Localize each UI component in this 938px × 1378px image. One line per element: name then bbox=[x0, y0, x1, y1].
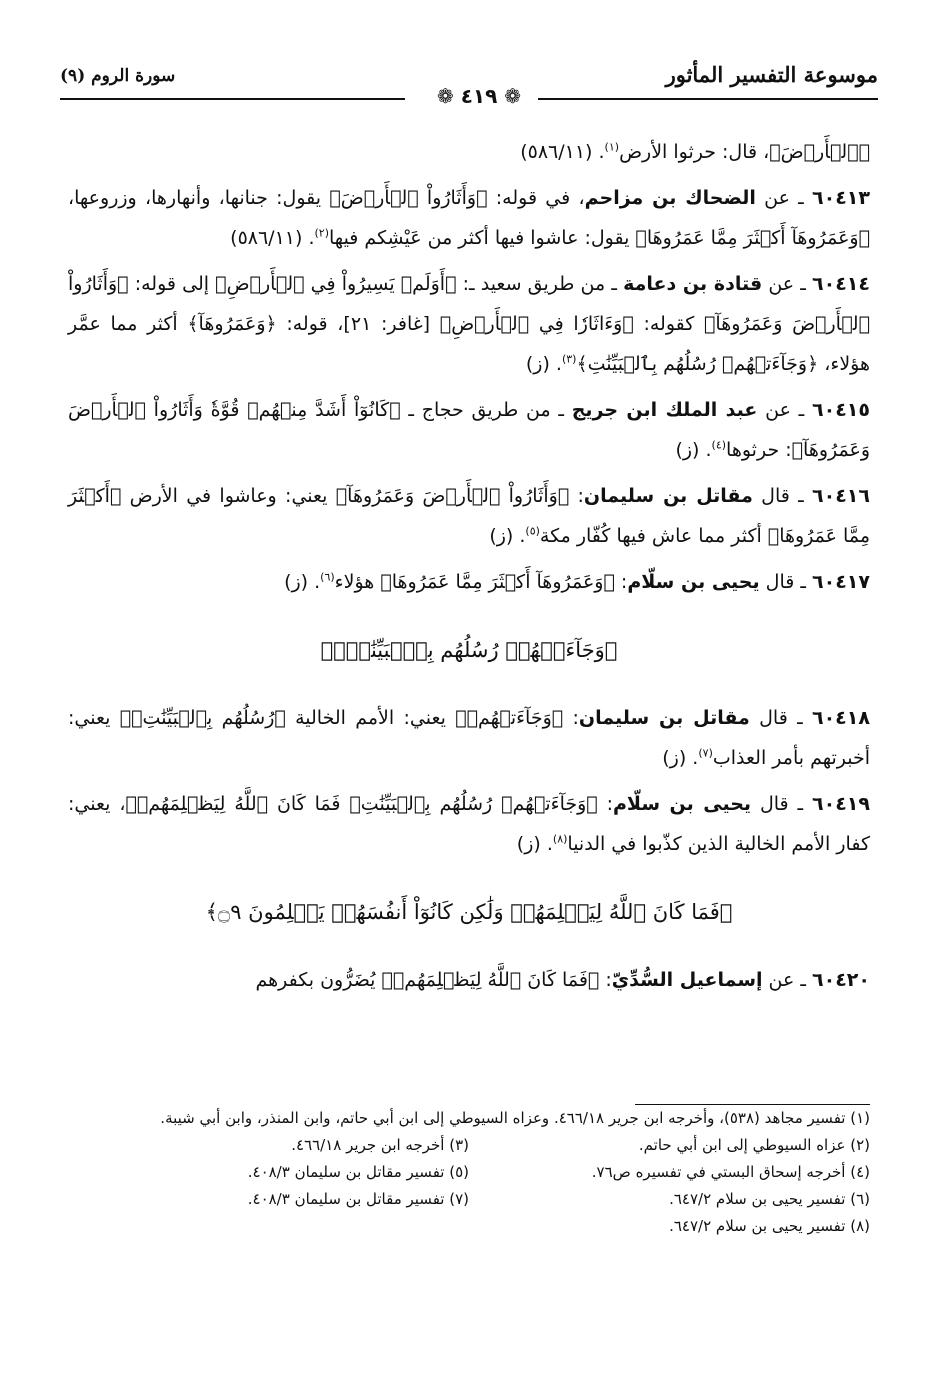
narrator-name: قتادة بن دعامة bbox=[623, 273, 763, 295]
paragraph-group-3 bbox=[68, 960, 870, 1000]
narration-paragraph bbox=[68, 784, 870, 864]
narration-paragraph bbox=[68, 476, 870, 556]
paragraph-group-1 bbox=[68, 132, 870, 602]
narration-text: ﴿ٱلۡأَرۡضَ﴾، قال: حرثوا الأرض bbox=[619, 141, 870, 163]
narration-paragraph bbox=[68, 390, 870, 470]
narration-number: ٦٠٤٢٠ bbox=[812, 969, 870, 991]
footnote: (٤) أخرجه إسحاق البستي في تفسيره ص٧٦. bbox=[591, 1163, 870, 1181]
main-text bbox=[68, 132, 870, 1006]
narration-tail: . (٥٨٦/١١) bbox=[230, 227, 315, 249]
narration-text: ـ من طريق سعيد ـ: ﴿أَوَلَمۡ يَسِيرُواْ فِي ٱلۡأَرۡضِ﴾ إلى قوله: ﴿وَأَثَارُواْ ٱلۡأَرۡضَ وَعَمَرُوهَآ﴾ كقوله: ﴿وَءَاثَارٗا فِي ٱلۡأَرۡضِ﴾ [غافر: ٢١]، قوله: ﴿وَعَمَرُوهَآ﴾ أكثر مما عمَّر هؤلاء، ﴿وَجَآءَتۡهُمۡ رُسُلُهُم بِٱلۡبَيِّنَٰتِ﴾ bbox=[68, 273, 871, 375]
footnotes bbox=[68, 1105, 870, 1240]
footnote-ref: (٤) bbox=[711, 438, 727, 452]
narration-tail: . (ز) bbox=[525, 353, 562, 375]
header-rule-right bbox=[538, 98, 878, 100]
verse-heading: ﴿وَجَآءَتۡهُمۡ رُسُلُهُم بِٱلۡبَيِّنَٰتِۖ﴾ bbox=[320, 638, 618, 662]
narration-connector: ـ عن bbox=[762, 969, 813, 991]
narration-paragraph bbox=[68, 562, 870, 602]
narration-paragraph bbox=[68, 264, 870, 384]
narration-text: : ﴿فَمَا كَانَ ٱللَّهُ لِيَظۡلِمَهُمۡ﴾ يُضَرُّون بكفرهم bbox=[255, 969, 612, 991]
narration-paragraph bbox=[68, 698, 870, 778]
narration-tail: . (ز) bbox=[675, 439, 712, 461]
narration-text: : ﴿وَجَآءَتۡهُمۡ﴾ يعني: الأمم الخالية ﴿رُسُلُهُم بِٱلۡبَيِّنَٰتِۖ﴾ يعني: أخبرتهم بأمر العذاب bbox=[68, 707, 870, 769]
footnote-ref: (٥) bbox=[525, 524, 540, 538]
surah-title: سورة الروم (٩) bbox=[60, 66, 176, 86]
footnote: (٢) عزاه السيوطي إلى ابن أبي حاتم. bbox=[638, 1136, 870, 1154]
narration-connector: ـ قال bbox=[749, 707, 812, 729]
narration-number: ٦٠٤١٦ bbox=[812, 485, 870, 507]
narration-text: ـ من طريق حجاج ـ ﴿كَانُوٓاْ أَشَدَّ مِنۡهُمۡ قُوَّةٗ وَأَثَارُواْ ٱلۡأَرۡضَ وَعَمَرُوهَآ﴾: حرثوها bbox=[68, 399, 870, 461]
narration-connector: ـ قال bbox=[751, 793, 813, 815]
narration-tail: . (ز) bbox=[662, 747, 699, 769]
narration-text: ، في قوله: ﴿وَأَثَارُواْ ٱلۡأَرۡضَ﴾ يقول: جنانها، وأنهارها، وزروعها، ﴿وَعَمَرُوهَآ أَكۡثَرَ مِمَّا عَمَرُوهَا﴾ يقول: عاشوا فيها أكثر من عَيْشِكم فيها bbox=[68, 187, 870, 249]
narrator-name: الضحاك بن مزاحم bbox=[584, 187, 756, 209]
narration-connector: ـ قال bbox=[759, 571, 813, 593]
page-header bbox=[60, 52, 878, 108]
page-number: ❁ ٤١٩ ❁ bbox=[420, 84, 538, 108]
footnote: (٥) تفسير مقاتل بن سليمان ٤٠٨/٣. bbox=[247, 1163, 469, 1181]
narration-paragraph bbox=[68, 132, 870, 172]
narration-paragraph bbox=[68, 178, 870, 258]
footnote: (٣) أخرجه ابن جرير ٤٦٦/١٨. bbox=[291, 1136, 469, 1154]
footnote-ref: (٨) bbox=[552, 832, 568, 846]
footnote: (١) تفسير مجاهد (٥٣٨)، وأخرجه ابن جرير ٤٦٦/١٨. وعزاه السيوطي إلى ابن أبي حاتم، وابن المنذر، وابن أبي شيبة. bbox=[160, 1109, 870, 1127]
narrator-name: مقاتل بن سليمان bbox=[583, 485, 753, 507]
narration-number: ٦٠٤١٨ bbox=[811, 707, 870, 729]
narration-number: ٦٠٤١٧ bbox=[812, 571, 870, 593]
narration-tail: . (ز) bbox=[516, 833, 553, 855]
narration-connector: ـ عن bbox=[755, 187, 813, 209]
narration-text: : ﴿وَأَثَارُواْ ٱلۡأَرۡضَ وَعَمَرُوهَآ﴾ يعني: وعاشوا في الأرض ﴿أَكۡثَرَ مِمَّا عَمَرُوهَا﴾ أكثر مما عاش فيها كُفّار مكة bbox=[68, 485, 870, 547]
narrator-name: مقاتل بن سليمان bbox=[578, 707, 750, 729]
narration-paragraph bbox=[68, 960, 870, 1000]
paragraph-group-2 bbox=[68, 698, 870, 864]
narration-text: : ﴿وَجَآءَتۡهُمۡ رُسُلُهُم بِٱلۡبَيِّنَٰتِۖ فَمَا كَانَ ٱللَّهُ لِيَظۡلِمَهُمۡ﴾، يعني: كفار الأمم الخالية الذين كذّبوا في الدنيا bbox=[68, 793, 870, 855]
verse-heading: ﴿فَمَا كَانَ ٱللَّهُ لِيَظۡلِمَهُمۡ وَلَٰكِن كَانُوٓاْ أَنفُسَهُمۡ يَظۡلِمُونَ ۝٩﴾ bbox=[205, 900, 733, 924]
narrator-name: يحيى بن سلّام bbox=[613, 793, 752, 815]
narrator-name: إسماعيل السُّدِّيّ bbox=[611, 969, 763, 991]
narrator-name: عبد الملك ابن جريج bbox=[571, 399, 758, 421]
footnote-ref: (٢) bbox=[314, 226, 330, 240]
book-title: موسوعة التفسير المأثور bbox=[665, 62, 878, 87]
header-rule-left bbox=[60, 98, 405, 100]
narration-number: ٦٠٤١٤ bbox=[812, 273, 870, 295]
footnote-ref: (٣) bbox=[561, 352, 577, 366]
narration-number: ٦٠٤١٥ bbox=[812, 399, 870, 421]
footnote: (٦) تفسير يحيى بن سلام ٦٤٧/٢. bbox=[669, 1190, 870, 1208]
narration-number: ٦٠٤١٣ bbox=[812, 187, 870, 209]
footnote-ref: (٦) bbox=[320, 570, 335, 584]
narration-connector: ـ عن bbox=[757, 399, 812, 421]
narration-tail: . (ز) bbox=[284, 571, 321, 593]
narrator-name: يحيى بن سلّام bbox=[627, 571, 760, 593]
narration-tail: . (ز) bbox=[489, 525, 526, 547]
footnote-ref: (٧) bbox=[698, 746, 713, 760]
footnote-ref: (١) bbox=[604, 140, 620, 154]
narration-connector: ـ قال bbox=[752, 485, 812, 507]
footnote: (٨) تفسير يحيى بن سلام ٦٤٧/٢. bbox=[669, 1217, 870, 1235]
narration-connector: ـ عن bbox=[762, 273, 812, 295]
narration-tail: . (٥٨٦/١١) bbox=[520, 141, 605, 163]
footnote: (٧) تفسير مقاتل بن سليمان ٤٠٨/٣. bbox=[247, 1190, 469, 1208]
narration-text: : ﴿وَعَمَرُوهَآ أَكۡثَرَ مِمَّا عَمَرُوهَا﴾ هؤلاء bbox=[334, 571, 628, 593]
narration-number: ٦٠٤١٩ bbox=[812, 793, 870, 815]
